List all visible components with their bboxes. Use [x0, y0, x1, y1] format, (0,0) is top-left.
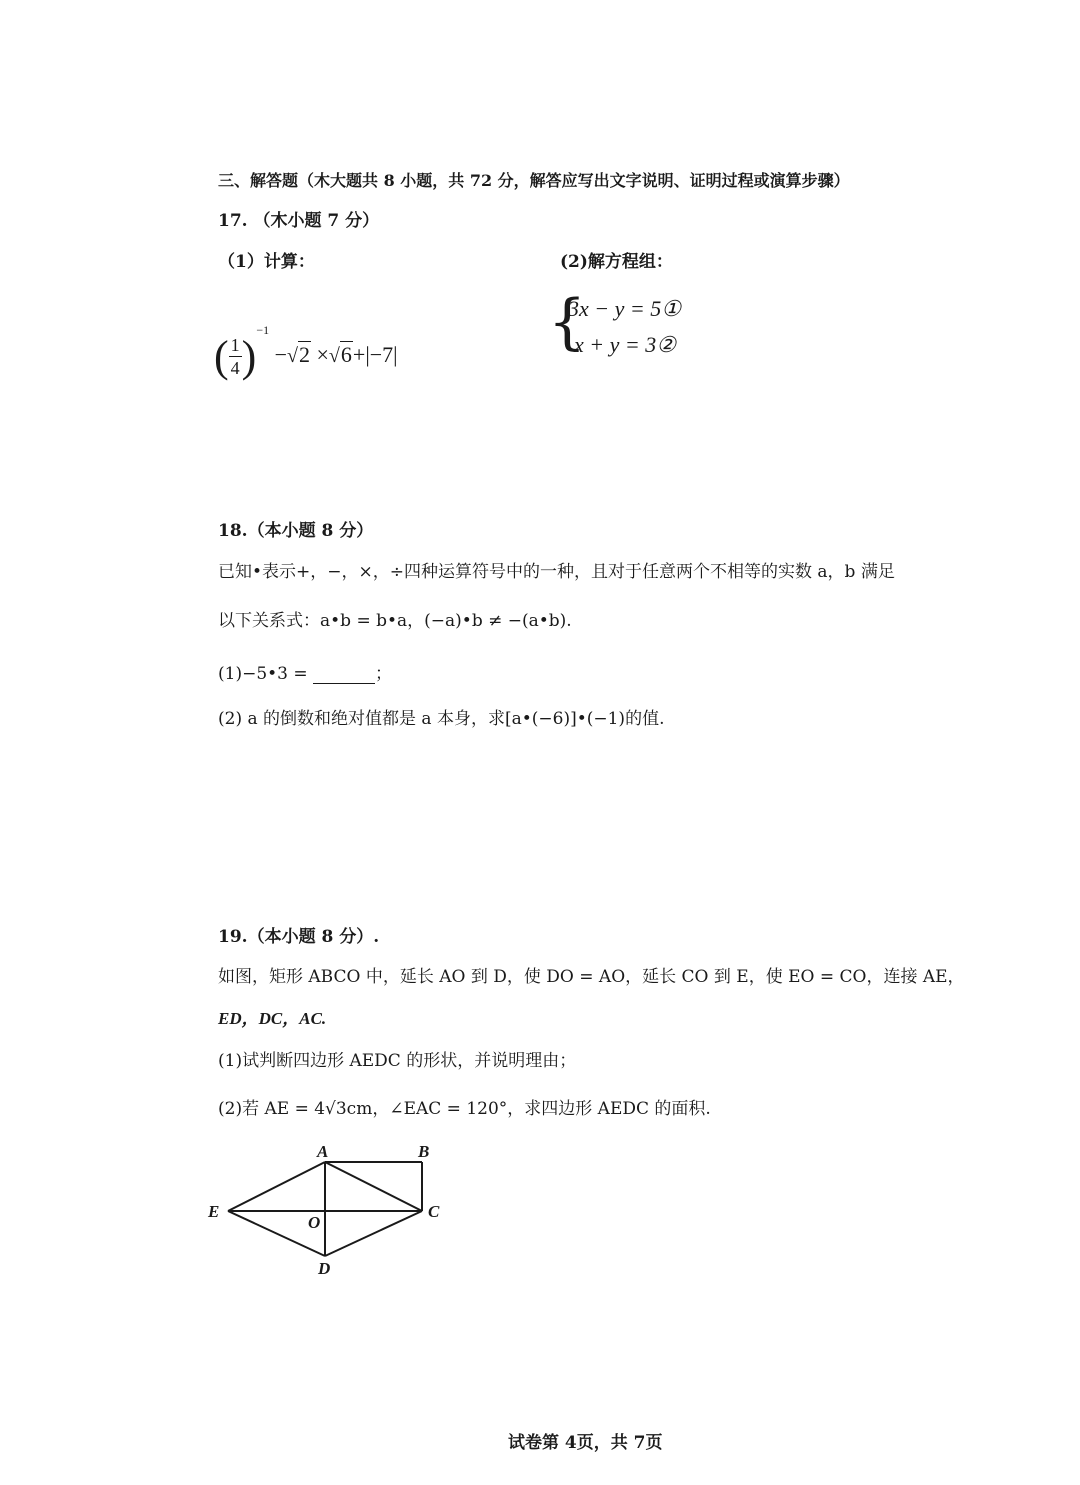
q17-header: 17. （木小题 7 分） [218, 211, 380, 231]
times-op: × [316, 342, 329, 367]
label-B: B [418, 1142, 430, 1161]
q18-line1: 已知•表示+，−，×，÷四种运算符号中的一种，且对于任意两个不相等的实数 a，b 满足 [218, 562, 895, 582]
q19-part1: (1)试判断四边形 AEDC 的形状，并说明理由； [218, 1051, 577, 1071]
minus-op: − [274, 342, 288, 367]
label-D: D [318, 1259, 331, 1278]
exponent: −1 [256, 323, 270, 337]
q18-part2: (2) a 的倒数和绝对值都是 a 本身，求[a•(−6)]•(−1)的值. [218, 709, 665, 729]
abs-term: +|−7| [352, 342, 398, 367]
q17-part2-label: (2)解方程组： [560, 252, 673, 272]
label-A: A [317, 1142, 329, 1161]
q18-header: 18.（本小题 8 分） [218, 521, 374, 541]
equation-2: x + y = 3② [574, 332, 676, 357]
q18-part1-expr: (1)−5•3 = [218, 664, 308, 684]
q17-expression [214, 300, 398, 381]
q19-header: 19.（本小题 8 分）. [218, 927, 380, 947]
left-paren: ( [214, 331, 229, 381]
segment-DC [325, 1211, 422, 1256]
right-paren: ) [241, 331, 257, 381]
q19-line2: ED，DC，AC. [218, 1009, 327, 1028]
page-footer: 试卷第 4页，共 7页 [508, 1433, 663, 1453]
q19-part2: (2)若 AE = 4√3cm，∠EAC = 120°，求四边形 AEDC 的面积. [218, 1099, 711, 1119]
answer-blank[interactable] [313, 667, 375, 684]
q17-part1-label: （1）计算： [218, 252, 315, 272]
system-brace: { [548, 287, 587, 357]
fraction-denominator: 4 [230, 358, 240, 379]
segment-AC [325, 1162, 422, 1211]
q18-line2: 以下关系式：a•b = b•a，(−a)•b ≠ −(a•b). [218, 611, 572, 631]
fraction-numerator: 1 [230, 335, 240, 356]
sqrt-6: √6 [328, 342, 352, 367]
sqrt-2: √2 [287, 342, 310, 367]
label-C: C [428, 1202, 440, 1221]
equation-1: 3x − y = 5① [568, 296, 681, 321]
geometry-figure [204, 1140, 464, 1290]
fraction [229, 334, 242, 379]
segment-EA [228, 1162, 325, 1211]
q19-line1: 如图，矩形 ABCO 中，延长 AO 到 D，使 DO = AO，延长 CO 到 E，使 EO = CO，连接 AE， [218, 967, 965, 987]
label-E: E [208, 1202, 220, 1221]
label-O: O [308, 1213, 321, 1232]
q18-part1: (1)−5•3 = ； [218, 664, 393, 684]
section-title: 三、解答题（木大题共 8 小题，共 72 分，解答应写出文字说明、证明过程或演算步骤） [218, 171, 850, 190]
